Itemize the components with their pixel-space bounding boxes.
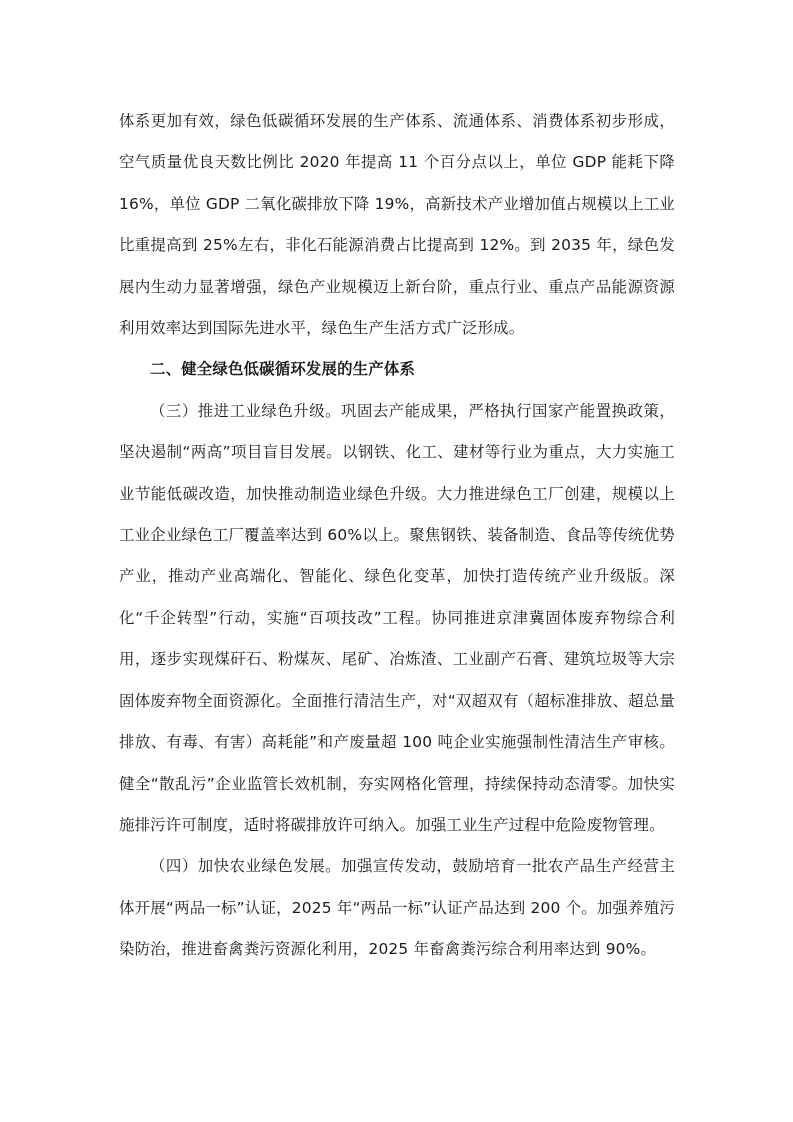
section-heading-production-system: 二、健全绿色低碳循环发展的生产体系 bbox=[150, 360, 416, 379]
paragraph-goals-continuation: 体系更加有效，绿色低碳循环发展的生产体系、流通体系、消费体系初步形成，空气质量优良天数比例比 2020 年提高 11 个百分点以上，单位 GDP 能耗下降 16%，单位 GDP 二氧化碳排放下降 19%，高新技术产业增加值占规模以上工业比重提高到 25%左右，非化石能源消费占比提高到 12%。到 2035 年，绿色发展内生动力显著增强，绿色产业规模迈上新台阶，重点行业、重点产品能源资源利用效率达到国际先进水平，绿色生产生活方式广泛形成。 bbox=[119, 112, 675, 338]
paragraph-industry-green-upgrade: （三）推进工业绿色升级。巩固去产能成果，严格执行国家产能置换政策，坚决遏制“两高”项目盲目发展。以钢铁、化工、建材等行业为重点，大力实施工业节能低碳改造，加快推动制造业绿色升级。大力推进绿色工厂创建，规模以上工业企业绿色工厂覆盖率达到 60%以上。聚焦钢铁、装备制造、食品等传统优势产业，推动产业高端化、智能化、绿色化变革，加快打造传统产业升级版。深化“千企转型”行动，实施“百项技改”工程。协同推进京津冀固体废弃物综合利用，逐步实现煤矸石、粉煤灰、尾矿、冶炼渣、工业副产石膏、建筑垃圾等大宗固体废弃物全面资源化。全面推行清洁生产，对“双超双有（超标准排放、超总量排放、有毒、有害）高耗能”和产废量超 100 吨企业实施强制性清洁生产审核。健全“散乱污”企业监管长效机制，夯实网格化管理，持续保持动态清零。加快实施排污许可制度，适时将碳排放许可纳入。加强工业生产过程中危险废物管理。 bbox=[119, 401, 675, 834]
document-page bbox=[119, 101, 675, 971]
paragraph-agriculture-green-development: （四）加快农业绿色发展。加强宣传发动，鼓励培育一批农产品生产经营主体开展“两品一标”认证，2025 年“两品一标”认证产品达到 200 个。加强养殖污染防治，推进畜禽粪污资源化利用，2025 年畜禽粪污综合利用率达到 90%。 bbox=[119, 857, 675, 959]
